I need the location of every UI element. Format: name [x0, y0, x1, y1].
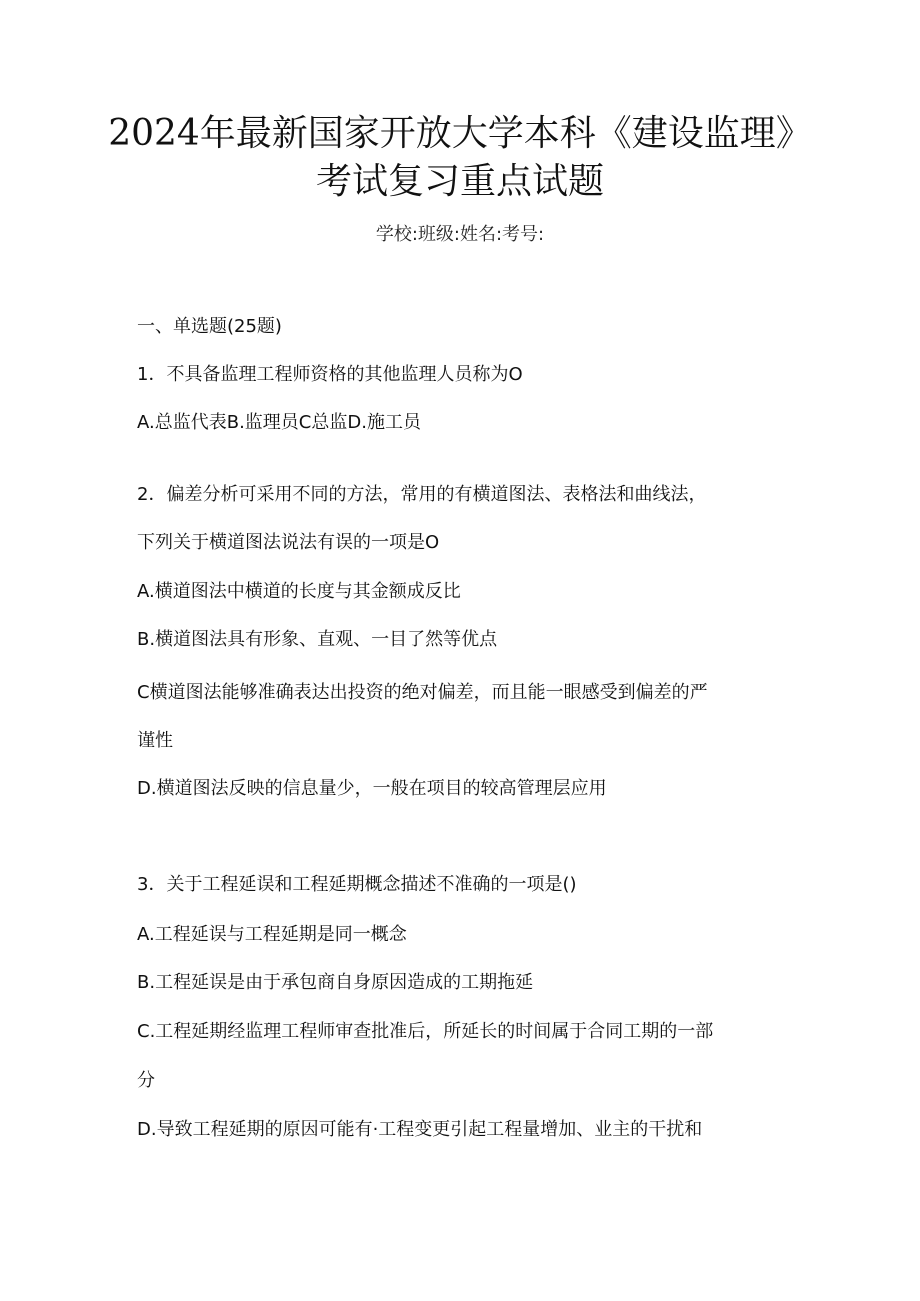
question-3-stem: 3．关于工程延误和工程延期概念描述不准确的一项是()	[137, 874, 577, 895]
question-2-option-c-line-1: C横道图法能够准确表达出投资的绝对偏差，而且能一眼感受到偏差的严	[137, 682, 708, 703]
question-3-option-c-line-1: C.工程延期经监理工程师审查批准后，所延长的时间属于合同工期的一部	[137, 1021, 714, 1042]
question-3-option-b: B.工程延误是由于承包商自身原因造成的工期拖延	[137, 972, 534, 993]
question-1-stem: 1．不具备监理工程师资格的其他监理人员称为O	[137, 364, 523, 385]
question-2-stem-line-2: 下列关于横道图法说法有误的一项是O	[137, 532, 440, 553]
question-3-option-a: A.工程延误与工程延期是同一概念	[137, 924, 407, 945]
student-info-line: 学校:班级:姓名:考号:	[375, 224, 545, 245]
question-3-option-d: D.导致工程延期的原因可能有·工程变更引起工程量增加、业主的干扰和	[137, 1119, 703, 1140]
question-2-option-a: A.横道图法中横道的长度与其金额成反比	[137, 581, 461, 602]
document-title-line-2: 考试复习重点试题	[315, 161, 604, 202]
question-2-option-b: B.横道图法具有形象、直观、一目了然等优点	[137, 629, 498, 650]
question-1-options: A.总监代表B.监理员C总监D.施工员	[137, 412, 421, 433]
document-title-line-1: 2024年最新国家开放大学本科《建设监理》	[108, 113, 812, 154]
question-2-stem-line-1: 2．偏差分析可采用不同的方法，常用的有横道图法、表格法和曲线法，	[137, 484, 707, 505]
question-2-option-d: D.横道图法反映的信息量少，一般在项目的较高管理层应用	[137, 778, 607, 799]
section-heading: 一、单选题(25题)	[137, 316, 282, 337]
question-2-option-c-line-2: 谨性	[137, 730, 173, 751]
question-3-option-c-line-2: 分	[137, 1070, 155, 1091]
